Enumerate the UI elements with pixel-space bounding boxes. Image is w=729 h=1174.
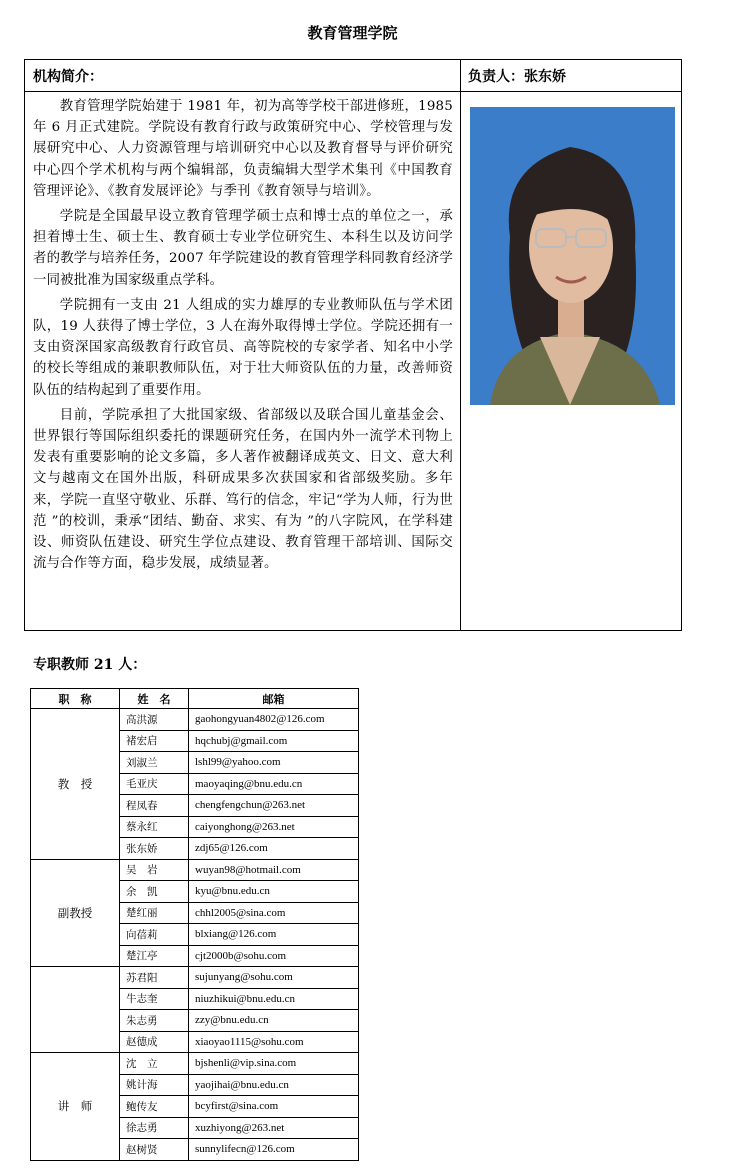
name-cell: 向蓓莉: [120, 924, 189, 946]
name-cell: 赵德成: [120, 1031, 189, 1053]
staff-table: [30, 688, 359, 1161]
name-cell: 沈 立: [120, 1053, 189, 1075]
email-cell: hqchubj@gmail.com: [189, 730, 359, 752]
table-row: [31, 859, 359, 881]
intro-paragraph-2: 学院是全国最早设立教育管理学硕士点和博士点的单位之一，承担着博士生、硕士生、教育硕士专业学位研究生、本科生以及访问学者的教学与培养任务，2007 年学院建设的教育管理学科同教育经济学一同被批准为国家级重点学科。: [33, 209, 453, 288]
email-cell: kyu@bnu.edu.cn: [189, 881, 359, 903]
email-cell: zdj65@126.com: [189, 838, 359, 860]
name-cell: 牛志奎: [120, 988, 189, 1010]
intro-label: 机构简介：: [33, 69, 103, 85]
rank-cell: 教 授: [31, 709, 120, 860]
name-cell: 鲍传友: [120, 1096, 189, 1118]
rank-cell: 副教授: [31, 859, 120, 967]
email-cell: niuzhikui@bnu.edu.cn: [189, 988, 359, 1010]
name-cell: 姚计海: [120, 1074, 189, 1096]
page-title: 教育管理学院: [307, 24, 398, 42]
email-cell: chhl2005@sina.com: [189, 902, 359, 924]
email-cell: wuyan98@hotmail.com: [189, 859, 359, 881]
email-cell: blxiang@126.com: [189, 924, 359, 946]
name-cell: 高洪源: [120, 709, 189, 731]
email-cell: zzy@bnu.edu.cn: [189, 1010, 359, 1032]
name-cell: 苏君阳: [120, 967, 189, 989]
header-email: 邮箱: [189, 689, 359, 709]
column-divider: [460, 60, 461, 630]
table-row: [31, 967, 359, 989]
name-cell: 刘淑兰: [120, 752, 189, 774]
name-cell: 程凤春: [120, 795, 189, 817]
portrait-illustration: [470, 107, 675, 405]
leader-label: 负责人：张东娇: [468, 69, 566, 85]
email-cell: maoyaqing@bnu.edu.cn: [189, 773, 359, 795]
table-row: [31, 709, 359, 731]
email-cell: xuzhiyong@263.net: [189, 1117, 359, 1139]
name-cell: 蔡永红: [120, 816, 189, 838]
email-cell: bcyfirst@sina.com: [189, 1096, 359, 1118]
email-cell: sunnylifecn@126.com: [189, 1139, 359, 1161]
name-cell: 楚江亭: [120, 945, 189, 967]
email-cell: sujunyang@sohu.com: [189, 967, 359, 989]
rank-cell: [31, 967, 120, 1053]
name-cell: 毛亚庆: [120, 773, 189, 795]
intro-paragraph-4: 目前，学院承担了大批国家级、省部级以及联合国儿童基金会、世界银行等国际组织委托的课题研究任务，在国内外一流学术刊物上发表有重要影响的论文多篇，多人著作被翻译成英文、日文、意大利文与越南文在国外出版，科研成果多次获国家和省部级奖励。多年来，学院一直坚守敬业、乐群、笃行的信念，牢记“学为人师，行为世范 ”的校训，秉承“团结、勤奋、求实、有为 ”的八字院风，在学科建设、师资队伍建设、研究生学位点建设、教育管理干部培训、国际交流与合作等方面，稳步发展，成绩显著。: [33, 407, 453, 572]
name-cell: 余 凯: [120, 881, 189, 903]
email-cell: xiaoyao1115@sohu.com: [189, 1031, 359, 1053]
email-cell: lshl99@yahoo.com: [189, 752, 359, 774]
rank-cell: 讲 师: [31, 1053, 120, 1161]
staff-heading: 专职教师 21 人：: [33, 657, 147, 673]
email-cell: chengfengchun@263.net: [189, 795, 359, 817]
name-cell: 徐志勇: [120, 1117, 189, 1139]
institution-intro-table: [24, 59, 682, 631]
intro-text: [33, 96, 453, 578]
intro-paragraph-3: 学院拥有一支由 21 人组成的实力雄厚的专业教师队伍与学术团队，19 人获得了博士学位，3 人在海外取得博士学位。学院还拥有一支由资深国家高级教育行政官员、高等院校的专家学者、知名中小学的校长等组成的兼职教师队伍，对于壮大师资队伍的力量，改善师资队伍的结构起到了重要作用。: [33, 297, 453, 398]
email-cell: gaohongyuan4802@126.com: [189, 709, 359, 731]
email-cell: bjshenli@vip.sina.com: [189, 1053, 359, 1075]
name-cell: 朱志勇: [120, 1010, 189, 1032]
staff-table-header-row: [31, 689, 359, 709]
email-cell: cjt2000b@sohu.com: [189, 945, 359, 967]
table-row: [31, 1053, 359, 1075]
intro-table-header: [25, 60, 681, 92]
name-cell: 褚宏启: [120, 730, 189, 752]
email-cell: yaojihai@bnu.edu.cn: [189, 1074, 359, 1096]
header-rank: 职 称: [31, 689, 120, 709]
name-cell: 楚红丽: [120, 902, 189, 924]
name-cell: 吴 岩: [120, 859, 189, 881]
intro-paragraph-1: 教育管理学院始建于 1981 年，初为高等学校干部进修班，1985 年 6 月正式建院。学院设有教育行政与政策研究中心、学校管理与发展研究中心、人力资源管理与培训研究中心以及教育督导与评价研究中心四个学术机构与两个编辑部，负责编辑大型学术集刊《中国教育管理评论》、《教育发展评论》与季刊《教育领导与培训》。: [33, 99, 453, 199]
email-cell: caiyonghong@263.net: [189, 816, 359, 838]
name-cell: 赵树贤: [120, 1139, 189, 1161]
name-cell: 张东娇: [120, 838, 189, 860]
header-name: 姓 名: [120, 689, 189, 709]
staff-table-body: [31, 709, 359, 1161]
leader-portrait-photo: [470, 107, 675, 405]
